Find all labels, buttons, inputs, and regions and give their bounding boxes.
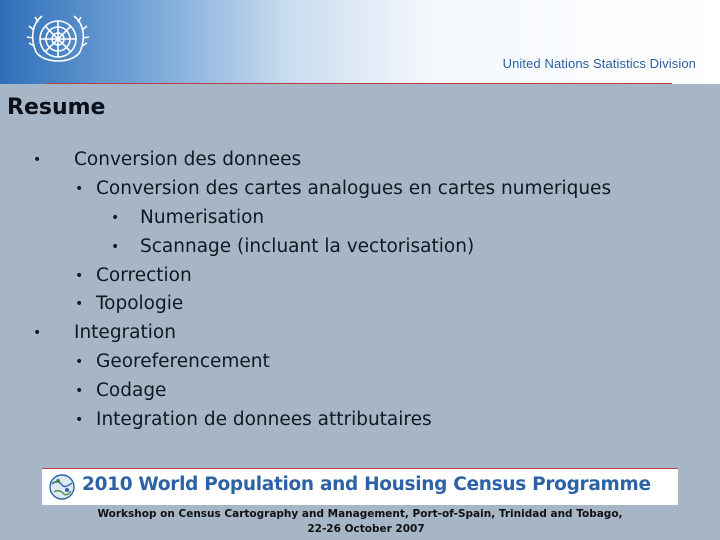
footer-dates: 22-26 October 2007 xyxy=(307,523,425,535)
bullet-icon: • xyxy=(33,325,42,341)
bullet-item-level2: Integration de donnees attributaires xyxy=(96,409,432,430)
banner-title: 2010 World Population and Housing Census Programme xyxy=(82,474,651,495)
bullet-icon: • xyxy=(75,412,84,428)
bullet-item-level2: Correction xyxy=(96,265,192,286)
census-banner xyxy=(42,468,678,505)
slide-title: Resume xyxy=(7,95,106,120)
bullet-icon: • xyxy=(75,268,84,284)
un-emblem-icon xyxy=(22,8,94,74)
bullet-icon: • xyxy=(75,354,84,370)
bullet-item-level3: Scannage (incluant la vectorisation) xyxy=(140,236,475,257)
bullet-icon: • xyxy=(75,181,84,197)
footer-workshop: Workshop on Census Cartography and Management, Port-of-Spain, Trinidad and Tobago, xyxy=(97,508,623,520)
slide-header xyxy=(0,0,720,84)
bullet-icon: • xyxy=(111,239,120,255)
bullet-icon: • xyxy=(75,383,84,399)
organization-name: United Nations Statistics Division xyxy=(502,56,696,71)
bullet-item-level1: Integration xyxy=(74,322,176,343)
bullet-icon: • xyxy=(33,152,42,168)
bullet-item-level3: Numerisation xyxy=(140,207,265,228)
bullet-item-level2: Conversion des cartes analogues en cartes numeriques xyxy=(96,178,612,199)
census-globe-icon xyxy=(46,472,78,502)
bullet-item-level2: Codage xyxy=(96,380,167,401)
bullet-item-level2: Topologie xyxy=(96,293,184,314)
bullet-item-level1: Conversion des donnees xyxy=(74,149,302,170)
bullet-icon: • xyxy=(111,210,120,226)
header-divider xyxy=(46,83,672,84)
bullet-icon: • xyxy=(75,296,84,312)
bullet-item-level2: Georeferencement xyxy=(96,351,270,372)
